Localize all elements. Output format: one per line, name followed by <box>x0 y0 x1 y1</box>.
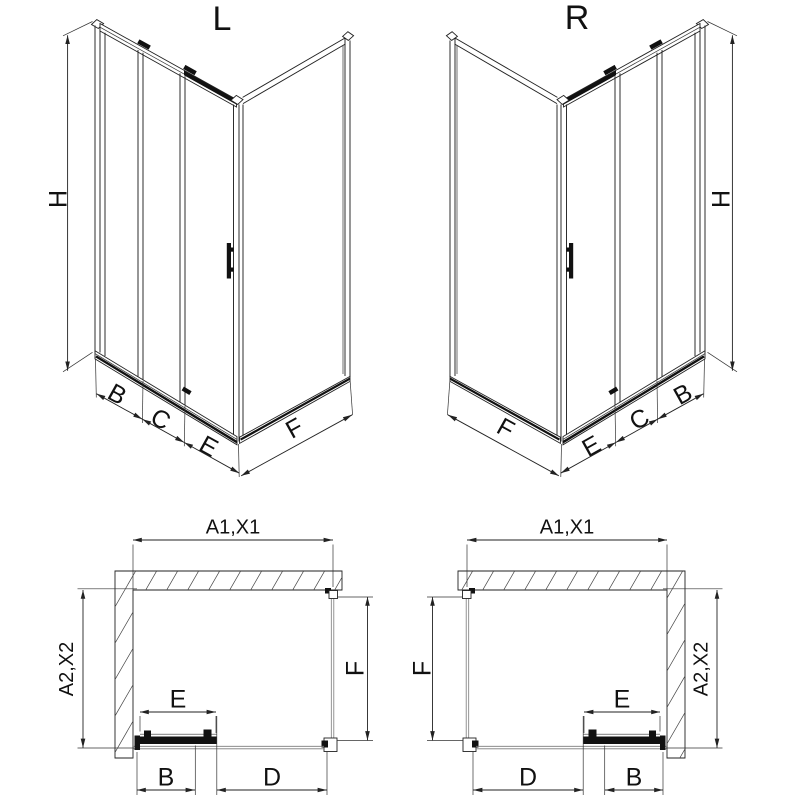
view-label-right: R <box>564 0 590 37</box>
dim-label-c: C <box>145 402 176 437</box>
dim-label-d: D <box>518 763 538 792</box>
dim-label-f: F <box>492 412 519 445</box>
dim-label-h: H <box>707 189 736 209</box>
view-label-left: L <box>212 0 232 38</box>
dim-label-e: E <box>194 430 223 463</box>
dim-label-b: B <box>668 378 698 411</box>
iso-view-right <box>400 0 800 500</box>
dim-label-f: F <box>341 660 370 677</box>
plan-view-right <box>400 500 800 800</box>
dim-label-b: B <box>102 378 132 411</box>
dim-label-c: C <box>624 402 655 437</box>
dim-label-a2x2: A2,X2 <box>56 641 78 697</box>
iso-view-left <box>0 0 400 500</box>
plan-view-left <box>0 500 400 800</box>
dim-label-f: F <box>408 660 437 677</box>
dim-label-b: B <box>625 763 643 792</box>
dim-label-b: B <box>157 763 175 792</box>
dim-label-d: D <box>262 763 282 792</box>
dim-label-e: E <box>577 430 606 463</box>
dim-label-a1x1: A1,X1 <box>205 516 261 539</box>
dim-label-a1x1: A1,X1 <box>539 516 595 539</box>
dim-label-a2x2: A2,X2 <box>690 641 713 697</box>
dim-label-f: F <box>281 412 308 445</box>
dim-label-h: H <box>44 189 73 209</box>
dim-label-e: E <box>613 685 631 714</box>
dim-label-e: E <box>169 685 187 714</box>
